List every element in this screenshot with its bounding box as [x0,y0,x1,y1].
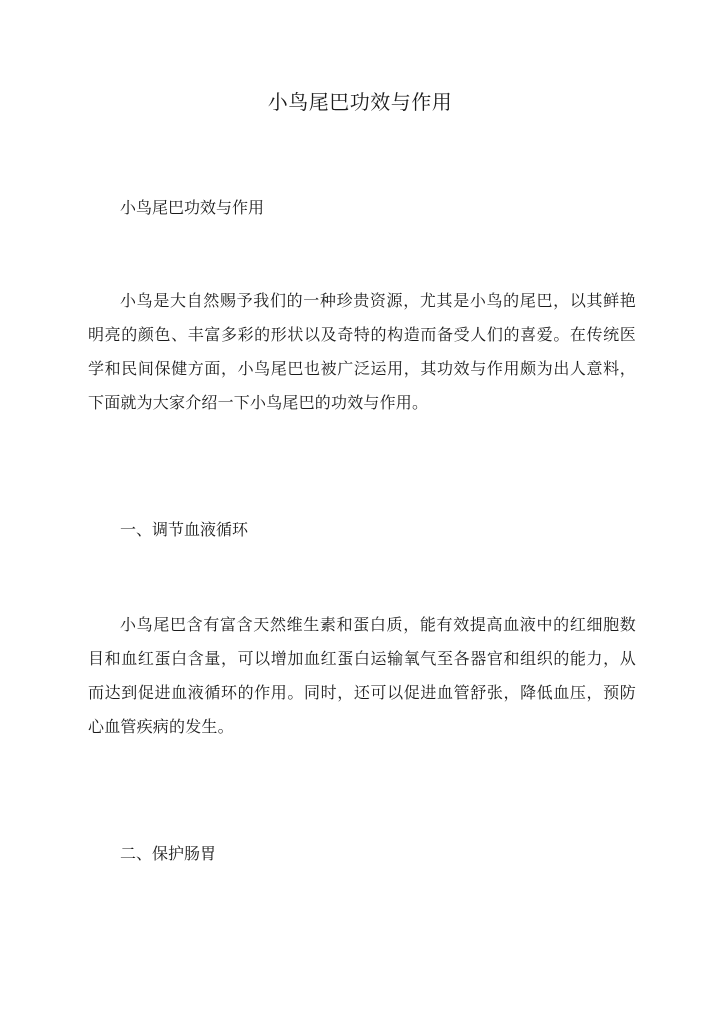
intro-paragraph: 小鸟是大自然赐予我们的一种珍贵资源，尤其是小鸟的尾巴，以其鲜艳明亮的颜色、丰富多彩的形状以及奇特的构造而备受人们的喜爱。在传统医学和民间保健方面，小鸟尾巴也被广泛运用，其功效与作用颇为出人意料，下面就为大家介绍一下小鸟尾巴的功效与作用。 [88,291,636,412]
section-paragraph-blood-circulation: 小鸟尾巴含有富含天然维生素和蛋白质，能有效提高血液中的红细胞数目和血红蛋白含量，可以增加血红蛋白运输氧气至各器官和组织的能力，从而达到促进血液循环的作用。同时，还可以促进血管舒张，降低血压，预防心血管疾病的发生。 [88,615,636,736]
section-heading-stomach-protection: 二、保护肠胃 [120,844,217,863]
document-subtitle: 小鸟尾巴功效与作用 [120,198,265,217]
section-heading-blood-circulation: 一、调节血液循环 [120,520,249,539]
document-title: 小鸟尾巴功效与作用 [267,90,453,114]
